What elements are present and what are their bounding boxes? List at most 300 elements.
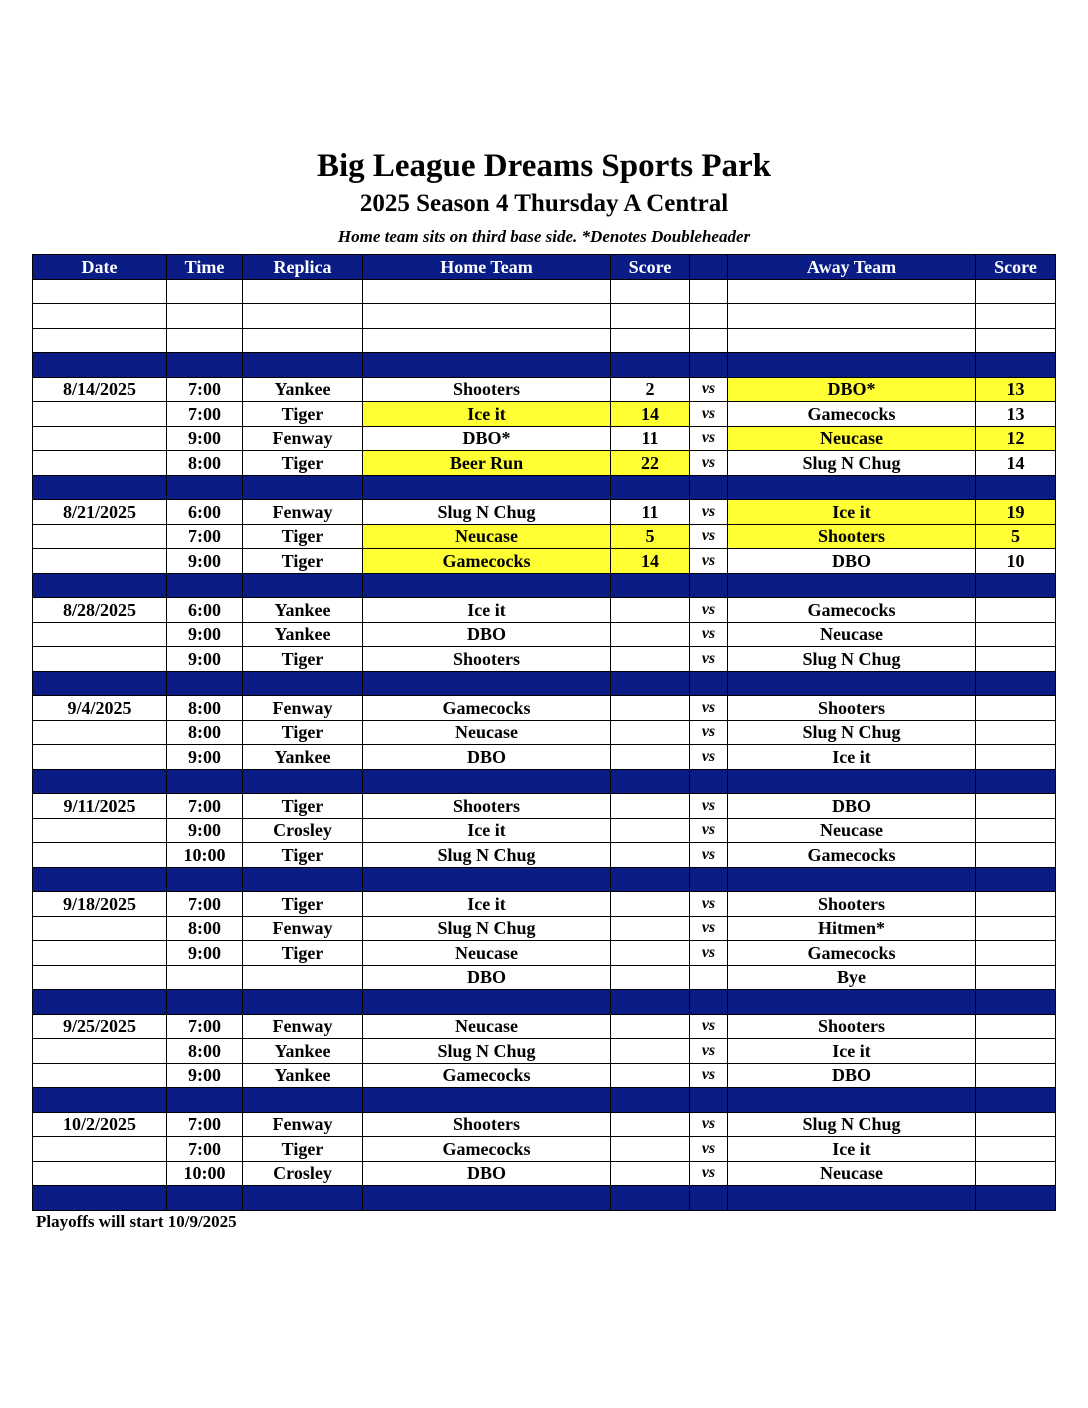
cell-replica — [243, 1186, 363, 1211]
cell-time: 9:00 — [167, 647, 243, 672]
blank-row — [33, 279, 1056, 304]
cell-time: 7:00 — [167, 1014, 243, 1039]
cell-away-score — [976, 892, 1056, 917]
cell-away-team — [728, 1186, 976, 1211]
separator-row — [33, 1088, 1056, 1113]
cell-home-score — [611, 328, 690, 353]
page-subtitle: 2025 Season 4 Thursday A Central — [359, 190, 729, 217]
table-row — [33, 745, 1056, 770]
cell-time: 6:00 — [167, 500, 243, 525]
cell-date — [33, 549, 167, 574]
cell-replica: Fenway — [243, 500, 363, 525]
cell-date — [33, 647, 167, 672]
cell-date — [33, 475, 167, 500]
cell-away-team: Slug N Chug — [728, 451, 976, 476]
cell-away-score — [976, 720, 1056, 745]
cell-time: 6:00 — [167, 598, 243, 623]
cell-replica — [243, 671, 363, 696]
cell-time — [167, 475, 243, 500]
cell-replica: Fenway — [243, 426, 363, 451]
cell-time — [167, 671, 243, 696]
cell-home-team: Shooters — [363, 377, 611, 402]
cell-vs: vs — [690, 500, 728, 525]
cell-date — [33, 524, 167, 549]
cell-home-team: DBO — [363, 745, 611, 770]
cell-replica: Yankee — [243, 745, 363, 770]
cell-time: 9:00 — [167, 549, 243, 574]
cell-vs: vs — [690, 451, 728, 476]
table-header-row — [33, 255, 1056, 280]
cell-home-score: 22 — [611, 451, 690, 476]
cell-date — [33, 965, 167, 990]
cell-home-score — [611, 353, 690, 378]
cell-away-score — [976, 696, 1056, 721]
cell-vs: vs — [690, 745, 728, 770]
cell-home-team — [363, 353, 611, 378]
cell-vs: vs — [690, 794, 728, 819]
cell-replica: Yankee — [243, 1063, 363, 1088]
cell-away-score — [976, 279, 1056, 304]
cell-date: 8/28/2025 — [33, 598, 167, 623]
cell-home-team — [363, 1186, 611, 1211]
cell-home-score: 2 — [611, 377, 690, 402]
cell-away-team — [728, 475, 976, 500]
cell-home-score — [611, 1039, 690, 1064]
table-row — [33, 696, 1056, 721]
cell-home-team: Ice it — [363, 598, 611, 623]
table-row — [33, 622, 1056, 647]
cell-replica: Yankee — [243, 598, 363, 623]
cell-time — [167, 279, 243, 304]
cell-date — [33, 451, 167, 476]
cell-vs: vs — [690, 598, 728, 623]
cell-date — [33, 843, 167, 868]
cell-date — [33, 1088, 167, 1113]
cell-vs — [690, 304, 728, 329]
cell-date — [33, 1161, 167, 1186]
cell-time — [167, 867, 243, 892]
cell-time: 10:00 — [167, 843, 243, 868]
cell-date: 9/25/2025 — [33, 1014, 167, 1039]
cell-home-team — [363, 1088, 611, 1113]
cell-vs — [690, 475, 728, 500]
cell-time — [167, 1186, 243, 1211]
cell-vs — [690, 990, 728, 1015]
cell-away-team — [728, 353, 976, 378]
table-row — [33, 402, 1056, 427]
cell-home-score — [611, 1137, 690, 1162]
cell-replica: Tiger — [243, 720, 363, 745]
cell-date — [33, 353, 167, 378]
cell-away-team: Neucase — [728, 818, 976, 843]
cell-time — [167, 353, 243, 378]
cell-vs: vs — [690, 402, 728, 427]
separator-row — [33, 353, 1056, 378]
cell-vs: vs — [690, 524, 728, 549]
cell-away-score — [976, 1186, 1056, 1211]
cell-date — [33, 867, 167, 892]
cell-away-score — [976, 843, 1056, 868]
cell-date — [33, 328, 167, 353]
cell-time: 7:00 — [167, 1112, 243, 1137]
table-row — [33, 1014, 1056, 1039]
cell-time: 9:00 — [167, 818, 243, 843]
table-row — [33, 1112, 1056, 1137]
cell-away-team: Shooters — [728, 892, 976, 917]
cell-vs: vs — [690, 622, 728, 647]
cell-vs: vs — [690, 916, 728, 941]
cell-vs — [690, 279, 728, 304]
cell-home-score — [611, 1161, 690, 1186]
cell-away-score: 19 — [976, 500, 1056, 525]
cell-home-team — [363, 990, 611, 1015]
cell-home-score — [611, 843, 690, 868]
cell-time — [167, 573, 243, 598]
cell-away-team: DBO — [728, 794, 976, 819]
cell-away-team: Neucase — [728, 1161, 976, 1186]
cell-home-score — [611, 867, 690, 892]
cell-home-score — [611, 990, 690, 1015]
separator-row — [33, 671, 1056, 696]
cell-home-team — [363, 867, 611, 892]
cell-away-team: Hitmen* — [728, 916, 976, 941]
cell-time — [167, 1088, 243, 1113]
cell-replica: Tiger — [243, 647, 363, 672]
cell-vs: vs — [690, 1112, 728, 1137]
cell-time: 9:00 — [167, 745, 243, 770]
cell-home-score — [611, 916, 690, 941]
column-header-away-team: Away Team — [728, 255, 976, 280]
cell-time: 8:00 — [167, 1039, 243, 1064]
cell-replica: Fenway — [243, 1014, 363, 1039]
cell-replica: Yankee — [243, 622, 363, 647]
cell-vs: vs — [690, 720, 728, 745]
cell-home-score — [611, 794, 690, 819]
cell-date — [33, 720, 167, 745]
table-row — [33, 500, 1056, 525]
cell-date: 8/14/2025 — [33, 377, 167, 402]
table-row — [33, 647, 1056, 672]
cell-time — [167, 769, 243, 794]
cell-home-team — [363, 573, 611, 598]
cell-date — [33, 941, 167, 966]
cell-time — [167, 328, 243, 353]
schedule-table — [32, 254, 1056, 1211]
cell-time: 10:00 — [167, 1161, 243, 1186]
cell-away-score — [976, 598, 1056, 623]
cell-home-team: Shooters — [363, 1112, 611, 1137]
cell-away-score: 10 — [976, 549, 1056, 574]
table-row — [33, 892, 1056, 917]
cell-home-team: DBO* — [363, 426, 611, 451]
cell-replica — [243, 990, 363, 1015]
cell-away-team — [728, 328, 976, 353]
cell-vs — [690, 769, 728, 794]
cell-away-team — [728, 1088, 976, 1113]
cell-replica: Fenway — [243, 1112, 363, 1137]
cell-time: 8:00 — [167, 720, 243, 745]
cell-home-score: 14 — [611, 402, 690, 427]
cell-home-score — [611, 573, 690, 598]
cell-date: 9/11/2025 — [33, 794, 167, 819]
cell-date — [33, 769, 167, 794]
cell-home-score — [611, 622, 690, 647]
cell-home-score — [611, 671, 690, 696]
cell-home-team: Slug N Chug — [363, 1039, 611, 1064]
table-row — [33, 524, 1056, 549]
column-header-away-score: Score — [976, 255, 1056, 280]
cell-away-team: Ice it — [728, 745, 976, 770]
column-header-date: Date — [33, 255, 167, 280]
cell-away-score: 13 — [976, 377, 1056, 402]
cell-away-score — [976, 647, 1056, 672]
cell-date — [33, 402, 167, 427]
cell-home-score — [611, 475, 690, 500]
cell-replica — [243, 328, 363, 353]
cell-away-score — [976, 965, 1056, 990]
cell-replica: Yankee — [243, 377, 363, 402]
cell-away-score — [976, 745, 1056, 770]
column-header-home-team: Home Team — [363, 255, 611, 280]
cell-replica — [243, 353, 363, 378]
cell-replica — [243, 304, 363, 329]
cell-replica: Tiger — [243, 524, 363, 549]
cell-date: 9/18/2025 — [33, 892, 167, 917]
cell-time: 9:00 — [167, 426, 243, 451]
table-row — [33, 1137, 1056, 1162]
cell-vs — [690, 867, 728, 892]
cell-home-score — [611, 1088, 690, 1113]
cell-time: 9:00 — [167, 622, 243, 647]
cell-away-score — [976, 1063, 1056, 1088]
page-note: Home team sits on third base side. *Denotes Doubleheader — [337, 227, 751, 246]
cell-home-team — [363, 671, 611, 696]
cell-vs: vs — [690, 647, 728, 672]
column-header-replica: Replica — [243, 255, 363, 280]
cell-home-team: Slug N Chug — [363, 843, 611, 868]
cell-home-team: Slug N Chug — [363, 916, 611, 941]
cell-home-team — [363, 304, 611, 329]
cell-vs: vs — [690, 549, 728, 574]
cell-away-score — [976, 1039, 1056, 1064]
cell-replica: Fenway — [243, 696, 363, 721]
schedule-body — [33, 279, 1056, 1210]
cell-away-score — [976, 916, 1056, 941]
cell-date — [33, 818, 167, 843]
cell-time — [167, 965, 243, 990]
cell-away-score — [976, 1161, 1056, 1186]
table-row — [33, 1161, 1056, 1186]
cell-time: 9:00 — [167, 941, 243, 966]
cell-away-team — [728, 279, 976, 304]
column-header-vs — [690, 255, 728, 280]
cell-replica: Tiger — [243, 941, 363, 966]
cell-home-team: Ice it — [363, 892, 611, 917]
separator-row — [33, 475, 1056, 500]
cell-home-team: DBO — [363, 965, 611, 990]
cell-away-team: Slug N Chug — [728, 720, 976, 745]
cell-home-score: 11 — [611, 500, 690, 525]
page-title: Big League Dreams Sports Park — [316, 148, 772, 184]
cell-vs — [690, 573, 728, 598]
cell-home-score — [611, 598, 690, 623]
cell-time: 7:00 — [167, 1137, 243, 1162]
cell-away-team — [728, 304, 976, 329]
cell-time — [167, 990, 243, 1015]
cell-away-team: Ice it — [728, 1039, 976, 1064]
cell-away-team: Shooters — [728, 696, 976, 721]
cell-time: 7:00 — [167, 377, 243, 402]
cell-home-score — [611, 1186, 690, 1211]
cell-away-score — [976, 867, 1056, 892]
cell-home-team: Beer Run — [363, 451, 611, 476]
cell-replica: Tiger — [243, 549, 363, 574]
cell-away-team: Bye — [728, 965, 976, 990]
cell-time: 7:00 — [167, 892, 243, 917]
cell-vs: vs — [690, 1161, 728, 1186]
cell-away-team — [728, 573, 976, 598]
cell-home-team: Gamecocks — [363, 1137, 611, 1162]
cell-home-team — [363, 475, 611, 500]
cell-home-team: Neucase — [363, 524, 611, 549]
cell-home-team: Neucase — [363, 941, 611, 966]
cell-date: 8/21/2025 — [33, 500, 167, 525]
cell-home-team — [363, 279, 611, 304]
cell-home-team: Slug N Chug — [363, 500, 611, 525]
cell-away-score — [976, 794, 1056, 819]
cell-replica: Tiger — [243, 892, 363, 917]
separator-row — [33, 867, 1056, 892]
cell-vs: vs — [690, 892, 728, 917]
cell-replica: Tiger — [243, 451, 363, 476]
cell-date: 9/4/2025 — [33, 696, 167, 721]
cell-vs: vs — [690, 1063, 728, 1088]
cell-date: 10/2/2025 — [33, 1112, 167, 1137]
cell-away-team: Ice it — [728, 1137, 976, 1162]
cell-away-score — [976, 671, 1056, 696]
cell-vs: vs — [690, 696, 728, 721]
table-row — [33, 598, 1056, 623]
cell-date — [33, 1039, 167, 1064]
cell-replica — [243, 965, 363, 990]
cell-away-team: Neucase — [728, 622, 976, 647]
cell-away-score — [976, 304, 1056, 329]
cell-vs: vs — [690, 843, 728, 868]
cell-home-score: 5 — [611, 524, 690, 549]
separator-row — [33, 573, 1056, 598]
cell-date — [33, 745, 167, 770]
cell-date — [33, 622, 167, 647]
cell-home-score — [611, 941, 690, 966]
cell-date — [33, 1186, 167, 1211]
cell-date — [33, 1063, 167, 1088]
cell-home-score: 11 — [611, 426, 690, 451]
cell-away-score — [976, 353, 1056, 378]
cell-away-score: 5 — [976, 524, 1056, 549]
cell-replica: Tiger — [243, 794, 363, 819]
cell-home-team: Shooters — [363, 794, 611, 819]
cell-away-team: Slug N Chug — [728, 647, 976, 672]
cell-vs — [690, 671, 728, 696]
cell-date — [33, 426, 167, 451]
cell-away-score — [976, 818, 1056, 843]
column-header-home-score: Score — [611, 255, 690, 280]
cell-vs: vs — [690, 1014, 728, 1039]
cell-away-score: 14 — [976, 451, 1056, 476]
separator-row — [33, 990, 1056, 1015]
cell-away-team: Gamecocks — [728, 598, 976, 623]
table-row — [33, 426, 1056, 451]
cell-home-team: Neucase — [363, 1014, 611, 1039]
separator-row — [33, 769, 1056, 794]
cell-home-team: Neucase — [363, 720, 611, 745]
cell-away-team: Shooters — [728, 1014, 976, 1039]
cell-vs — [690, 328, 728, 353]
cell-home-score — [611, 1014, 690, 1039]
cell-vs — [690, 1088, 728, 1113]
table-row — [33, 818, 1056, 843]
cell-vs — [690, 353, 728, 378]
cell-away-team — [728, 769, 976, 794]
cell-away-team: Gamecocks — [728, 402, 976, 427]
cell-away-score — [976, 622, 1056, 647]
cell-away-score — [976, 1112, 1056, 1137]
cell-home-score — [611, 720, 690, 745]
cell-away-score — [976, 1088, 1056, 1113]
cell-replica: Crosley — [243, 818, 363, 843]
cell-away-score — [976, 475, 1056, 500]
cell-home-team: DBO — [363, 1161, 611, 1186]
cell-vs — [690, 1186, 728, 1211]
cell-time: 8:00 — [167, 451, 243, 476]
table-row — [33, 549, 1056, 574]
cell-replica — [243, 573, 363, 598]
cell-home-score — [611, 1112, 690, 1137]
cell-date — [33, 990, 167, 1015]
cell-home-team: DBO — [363, 622, 611, 647]
cell-away-team: Gamecocks — [728, 843, 976, 868]
cell-replica: Crosley — [243, 1161, 363, 1186]
cell-home-score — [611, 965, 690, 990]
cell-date — [33, 1137, 167, 1162]
cell-away-team: Slug N Chug — [728, 1112, 976, 1137]
cell-replica — [243, 1088, 363, 1113]
cell-away-team: DBO* — [728, 377, 976, 402]
cell-away-team: Neucase — [728, 426, 976, 451]
cell-vs: vs — [690, 818, 728, 843]
cell-time: 8:00 — [167, 696, 243, 721]
separator-row — [33, 1186, 1056, 1211]
cell-home-score — [611, 1063, 690, 1088]
cell-away-team: Shooters — [728, 524, 976, 549]
cell-home-score — [611, 647, 690, 672]
cell-time — [167, 304, 243, 329]
footer-note: Playoffs will start 10/9/2025 — [36, 1212, 237, 1231]
cell-replica — [243, 475, 363, 500]
column-header-time: Time — [167, 255, 243, 280]
cell-home-score — [611, 892, 690, 917]
cell-vs: vs — [690, 377, 728, 402]
cell-home-team: Shooters — [363, 647, 611, 672]
cell-away-team — [728, 990, 976, 1015]
cell-replica: Tiger — [243, 1137, 363, 1162]
table-row — [33, 916, 1056, 941]
table-row — [33, 941, 1056, 966]
cell-home-team: Gamecocks — [363, 549, 611, 574]
table-row — [33, 965, 1056, 990]
table-row — [33, 1039, 1056, 1064]
cell-away-team: Gamecocks — [728, 941, 976, 966]
